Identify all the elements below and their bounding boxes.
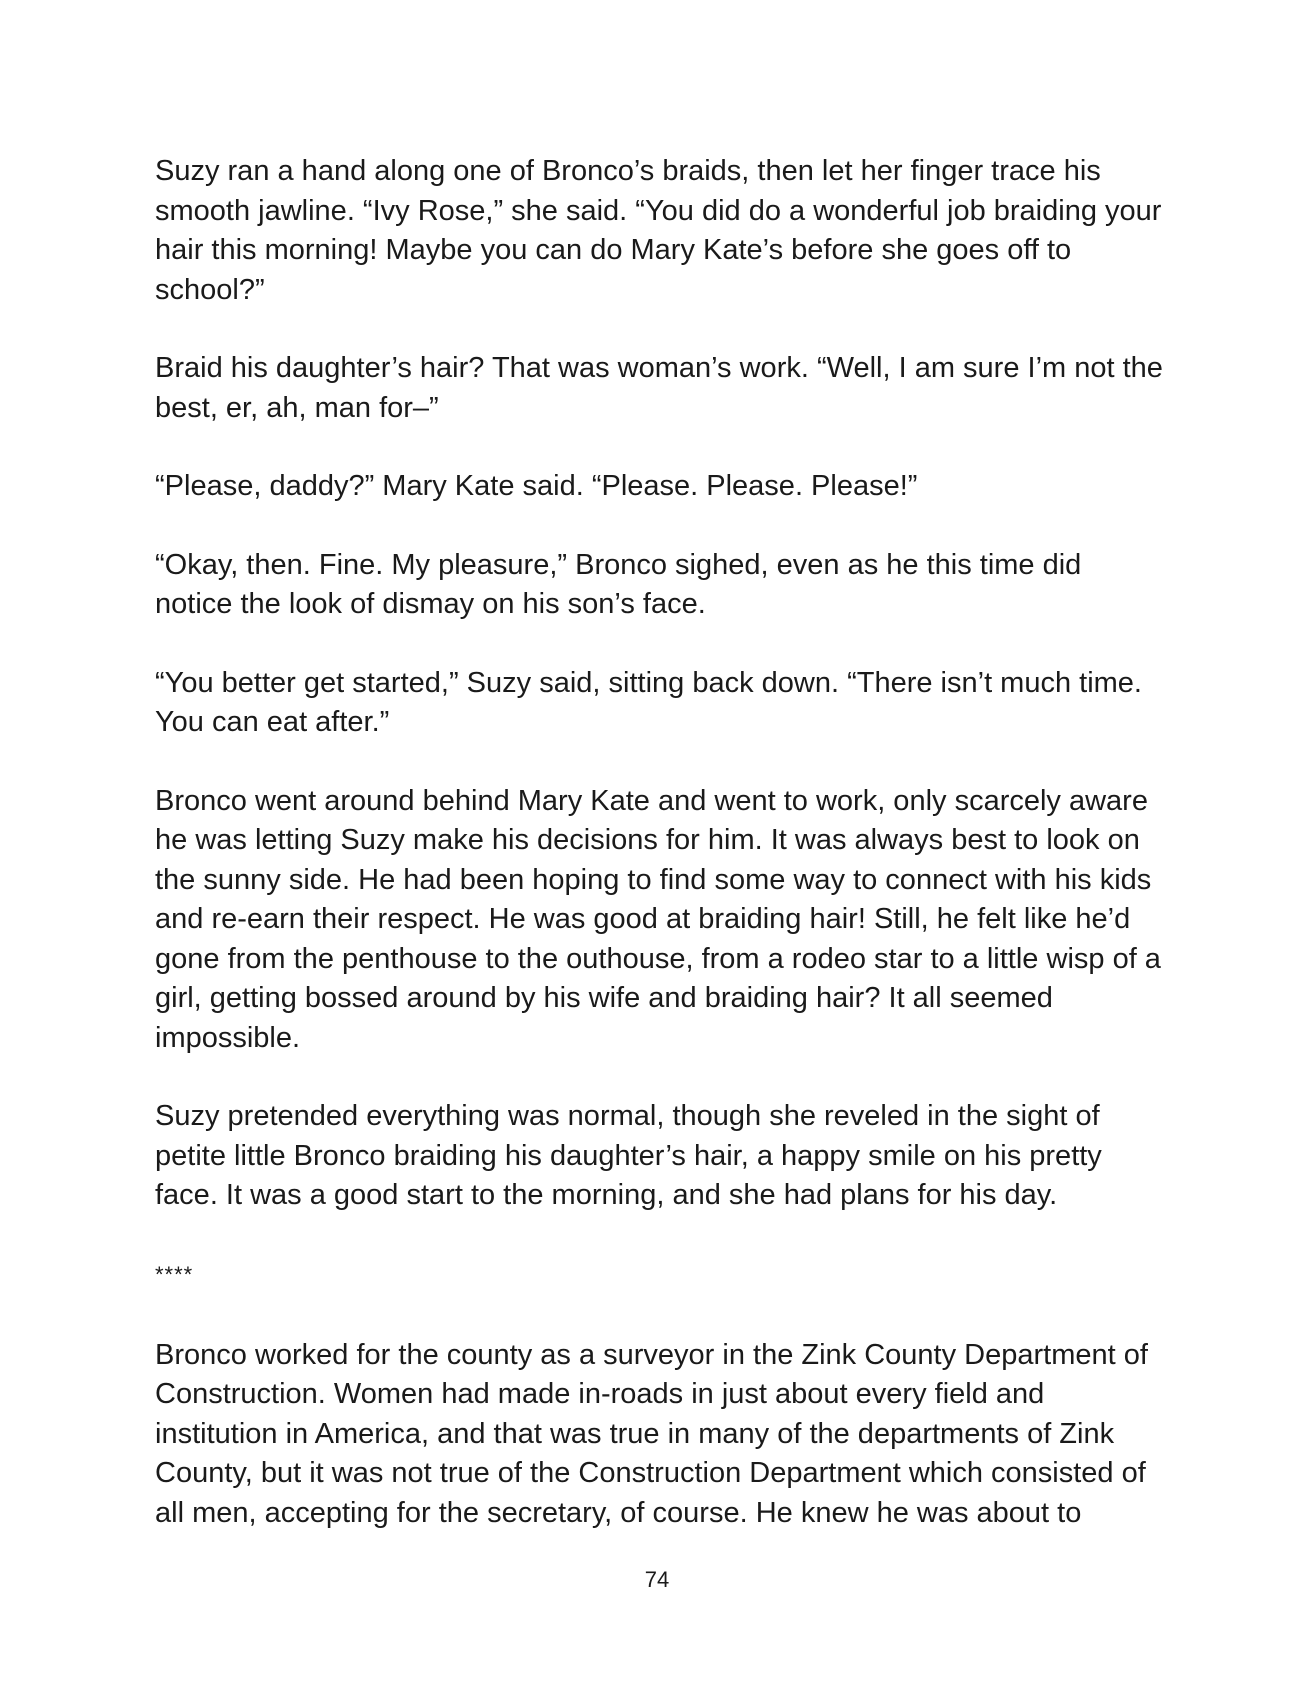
paragraph: “Okay, then. Fine. My pleasure,” Bronco sighed, even as he this time did notice the look of dismay on his son’s face. — [155, 548, 1082, 620]
paragraph: Bronco worked for the county as a surveyor in the Zink County Department of Construction. Women had made in-roads in just about every field and institution in America, and that was true in many of the departments of Zink County, but it was not true of the Construction Department which consisted of all men, accepting for the secretary, of course. He knew he was about to — [155, 1338, 1148, 1529]
page-number: 74 — [644, 1567, 670, 1592]
paragraph: “You better get started,” Suzy said, sitting back down. “There isn’t much time. You can eat after.” — [155, 666, 1142, 738]
paragraph: “Please, daddy?” Mary Kate said. “Please. Please. Please!” — [155, 470, 918, 502]
paragraph: Bronco went around behind Mary Kate and went to work, only scarcely aware he was letting Suzy make his decisions for him. It was always best to look on the sunny side. He had been hoping to find some way to connect with his kids and re-earn their respect. He was good at braiding hair! Still, he felt like he’d gone from the penthouse to the outhouse, from a rodeo star to a little wisp of a girl, getting bossed around by his wife and braiding hair? It all seemed impossible. — [155, 784, 1161, 1054]
body-text — [155, 152, 1165, 1572]
paragraph: Braid his daughter’s hair? That was woman’s work. “Well, I am sure I’m not the best, er, ah, man for–” — [155, 352, 1163, 424]
paragraph: Suzy pretended everything was normal, though she reveled in the sight of petite little Bronco braiding his daughter’s hair, a happy smile on his pretty face. It was a good start to the morning, and she had plans for his day. — [155, 1100, 1102, 1211]
paragraph: Suzy ran a hand along one of Bronco’s braids, then let her finger trace his smooth jawline. “Ivy Rose,” she said. “You did do a wonderful job braiding your hair this morning! Maybe you can do Mary Kate’s before she goes off to school?” — [155, 155, 1162, 306]
scene-separator: **** — [155, 1261, 194, 1287]
